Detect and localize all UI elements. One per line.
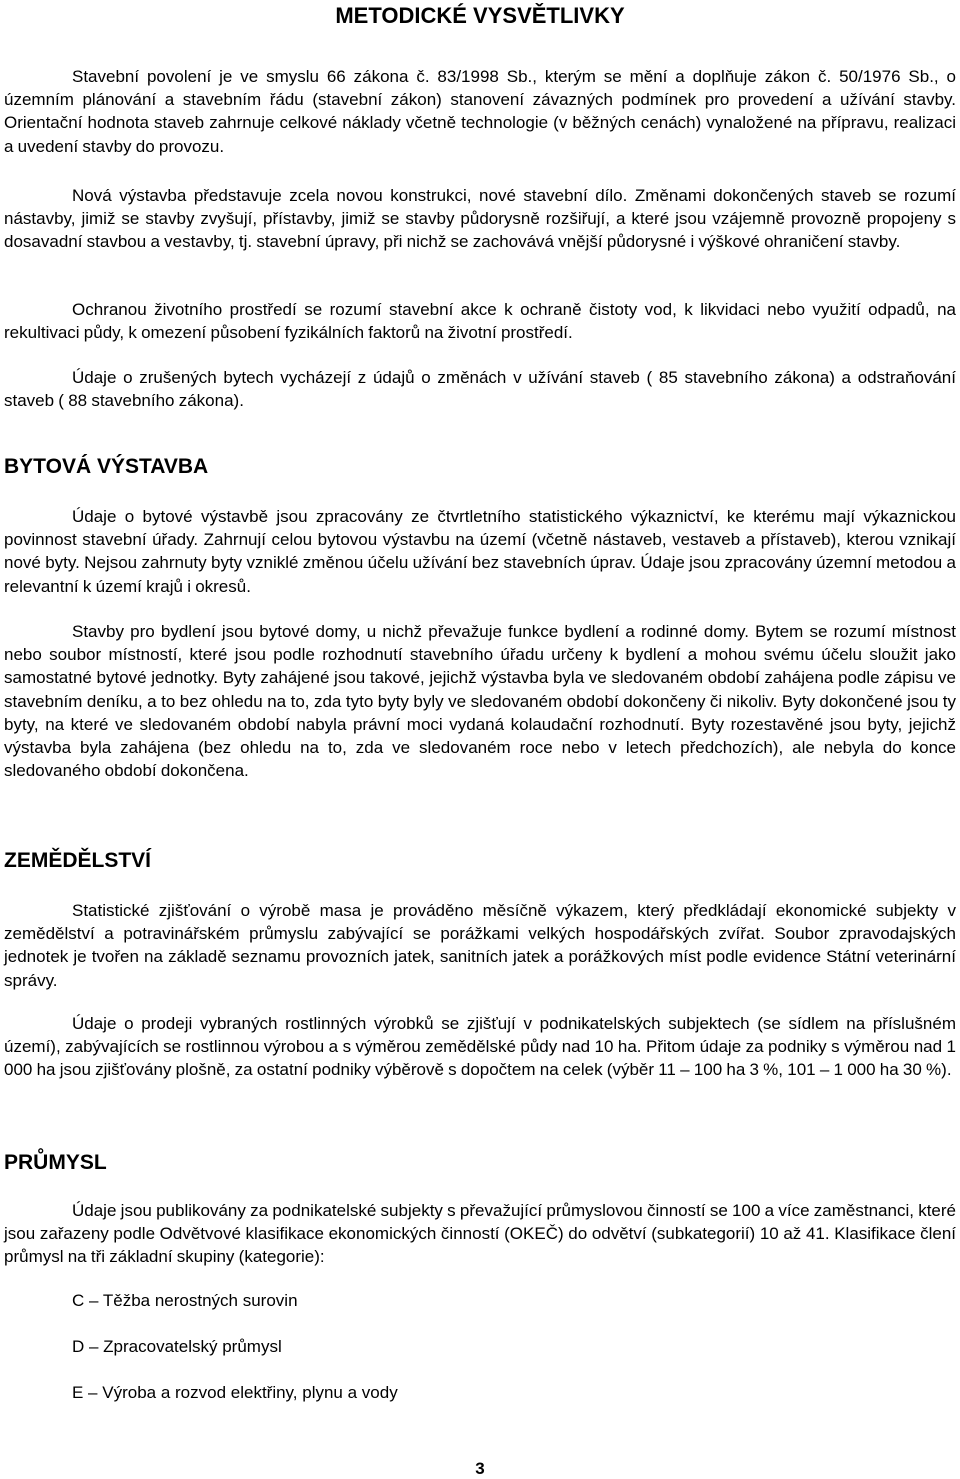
housing-paragraph-definitions: Stavby pro bydlení jsou bytové domy, u nichž převažuje funkce bydlení a rodinné domy. Bytem se rozumí místnost nebo soubor místností, které jsou podle rozhodnutí stavebního úřadu určeny k bydlení a mohou svému účelu sloužit jako samostatné bytové jednotky. Byty zahájené jsou takové, jejichž výstavba byla ve sledovaném období zahájena podle zápisu ve stavebním deníku, a to bez ohledu na to, zda tyto byty byly ve sledovaném období dokončeny či nikoliv. Byty dokončené jsou ty byty, na které ve sledovaném období nabyla právní moci vydaná kolaudační rozhodnutí. Byty rozestavěné jsou byty, jejichž výstavba byla zahájena (bez ohledu na to, zda ve sledovaném roce nebo v letech předchozích), ale nebyla do konce sledovaného období dokončena. xyxy=(4,622,956,781)
section-heading-agriculture: ZEMĚDĚLSTVÍ xyxy=(4,849,152,872)
intro-paragraph-cancelled-flats: Údaje o zrušených bytech vycházejí z údajů o změnách v užívání staveb ( 85 stavebního zákona) a odstraňování staveb ( 88 stavebního zákona). xyxy=(4,368,956,411)
intro-paragraph-environment: Ochranou životního prostředí se rozumí stavební akce k ochraně čistoty vod, k likvidaci nebo využití odpadů, na rekultivaci půdy, k omezení působení fyzikálních faktorů na životní prostředí. xyxy=(4,300,956,343)
section-heading-housing: BYTOVÁ VÝSTAVBA xyxy=(4,455,209,478)
page-title: METODICKÉ VYSVĚTLIVKY xyxy=(335,3,625,28)
industry-category-e: E – Výroba a rozvod elektřiny, plynu a vody xyxy=(72,1383,398,1402)
industry-category-d: D – Zpracovatelský průmysl xyxy=(72,1337,282,1356)
industry-category-c: C – Těžba nerostných surovin xyxy=(72,1291,298,1310)
housing-paragraph-data-source: Údaje o bytové výstavbě jsou zpracovány ze čtvrtletního statistického výkaznictví, ke kterému mají výkaznickou povinnost stavební úřady. Zahrnují celou bytovou výstavbu na území (včetně nástaveb, vestaveb a přístaveb), kterou vznikají nové byty. Nejsou zahrnuty byty vzniklé změnou účelu užívání bez stavebních úprav. Údaje jsou zpracovány územní metodou a relevantní k území krajů i okresů. xyxy=(4,507,956,596)
agriculture-paragraph-meat: Statistické zjišťování o výrobě masa je prováděno měsíčně výkazem, který předkládají ekonomické subjekty v zemědělství a potravinářském průmyslu zabývající se porážkami velkých hospodářských zvířat. Soubor zpravodajských jednotek je tvořen na základě seznamu provozních jatek, sanitních jatek a porážkových míst podle evidence Státní veterinární správy. xyxy=(4,901,956,990)
intro-paragraph-new-construction: Nová výstavba představuje zcela novou konstrukci, nové stavební dílo. Změnami dokončených staveb se rozumí nástavby, jimiž se stavby zvyšují, přístavby, jimiž se stavby půdorysně rozšiřují, a které jsou vzájemně provozně propojeny s dosavadní stavbou a vestavby, tj. stavební úpravy, při nichž se zachovává vnější půdorysné i výškové ohraničení stavby. xyxy=(4,186,956,252)
page-number: 3 xyxy=(475,1459,485,1478)
intro-paragraph-building-permit: Stavební povolení je ve smyslu 66 zákona č. 83/1998 Sb., kterým se mění a doplňuje zákon č. 50/1976 Sb., o územním plánování a stavebním řádu (stavební zákon) stanovení závazných podmínek pro provedení a užívání stavby. Orientační hodnota staveb zahrnuje celkové náklady včetně technologie (v běžných cenách) vynaložené na přípravu, realizaci a uvedení stavby do provozu. xyxy=(4,67,956,156)
section-heading-industry: PRŮMYSL xyxy=(4,1151,107,1174)
agriculture-paragraph-crops: Údaje o prodeji vybraných rostlinných výrobků se zjišťují v podnikatelských subjektech (se sídlem na příslušném území), zabývajících se rostlinnou výrobou a s výměrou zemědělské půdy nad 10 ha. Přitom údaje za podniky s výměrou nad 1 000 ha jsou zjišťovány plošně, za ostatní podniky výběrově s dopočtem na celek (výběr 11 – 100 ha 3 %, 101 – 1 000 ha 30 %). xyxy=(4,1014,956,1080)
industry-paragraph: Údaje jsou publikovány za podnikatelské subjekty s převažující průmyslovou činností se 100 a více zaměstnanci, které jsou zařazeny podle Odvětvové klasifikace ekonomických činností (OKEČ) do odvětví (subkategorií) 10 až 41. Klasifikace člení průmysl na tři základní skupiny (kategorie): xyxy=(4,1201,956,1267)
